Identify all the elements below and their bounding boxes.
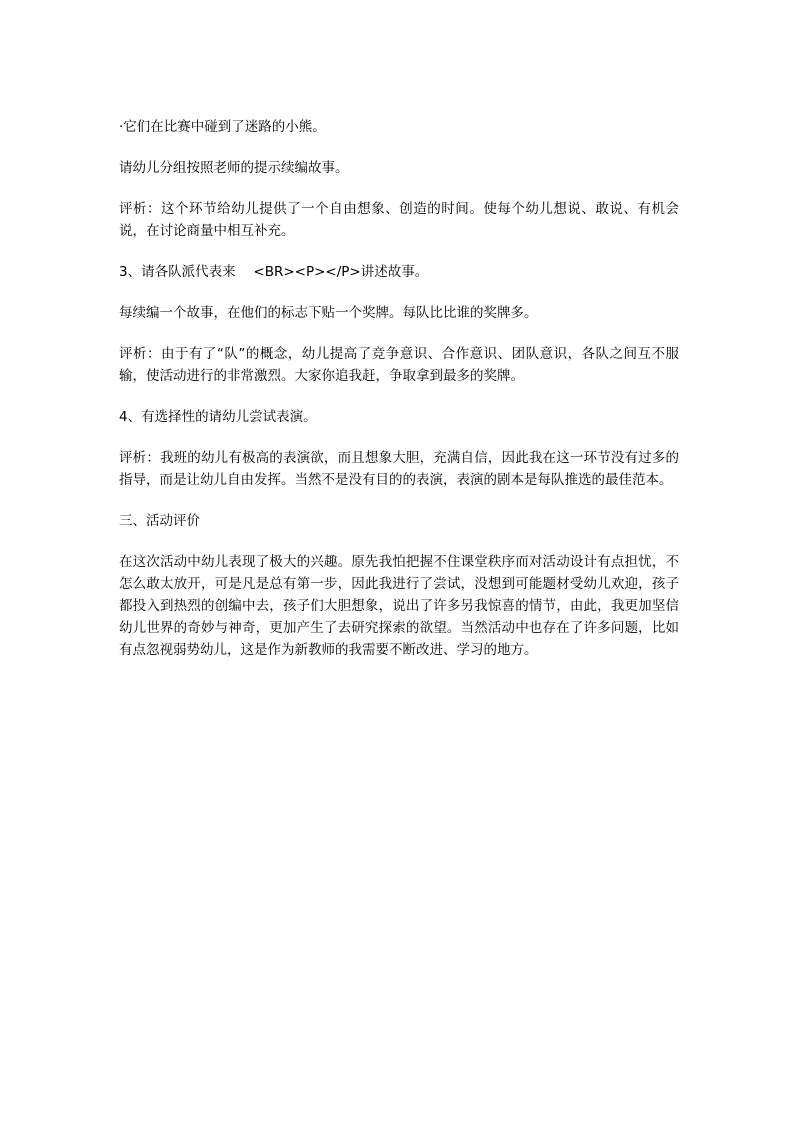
paragraph-step-3: 3、请各队派代表来 <BR><P></P>讲述故事。 <box>119 264 429 280</box>
paragraph-medal: 每续编一个故事，在他们的标志下贴一个奖牌。每队比比谁的奖牌多。 <box>119 305 538 321</box>
paragraph-step-4: 4、有选择性的请幼儿尝试表演。 <box>119 409 317 425</box>
document-body <box>119 116 679 680</box>
paragraph-group-story: 请幼儿分组按照老师的提示续编故事。 <box>119 160 349 176</box>
paragraph-analysis-3: 评析：我班的幼儿有极高的表演欲，而且想象大胆，充满自信，因此我在这一环节没有过多的指导，而是让幼儿自由发挥。当然不是没有目的的表演，表演的剧本是每队推选的最佳范本。 <box>119 450 679 488</box>
paragraph-evaluation: 在这次活动中幼儿表现了极大的兴趣。原先我怕把握不住课堂秩序而对活动设计有点担忧，不怎么敢太放开，可是凡是总有第一步，因此我进行了尝试，没想到可能题材受幼儿欢迎，孩子都投入到热烈的创编中去，孩子们大胆想象，说出了许多另我惊喜的情节，由此，我更加坚信幼儿世界的奇妙与神奇，更加产生了去研究探索的欲望。当然活动中也存在了许多问题，比如有点忽视弱势幼儿，这是作为新教师的我需要不断改进、学习的地方。 <box>119 554 679 658</box>
paragraph-analysis-1: 评析：这个环节给幼儿提供了一个自由想象、创造的时间。使每个幼儿想说、敢说、有机会说，在讨论商量中相互补充。 <box>119 201 679 239</box>
paragraph-lost-bear: ·它们在比赛中碰到了迷路的小熊。 <box>119 119 326 135</box>
section-heading-evaluation: 三、活动评价 <box>119 513 200 529</box>
paragraph-analysis-2: 评析：由于有了“队”的概念，幼儿提高了竞争意识、合作意识、团队意识，各队之间互不服输，使活动进行的非常激烈。大家你追我赶，争取拿到最多的奖牌。 <box>119 346 679 384</box>
